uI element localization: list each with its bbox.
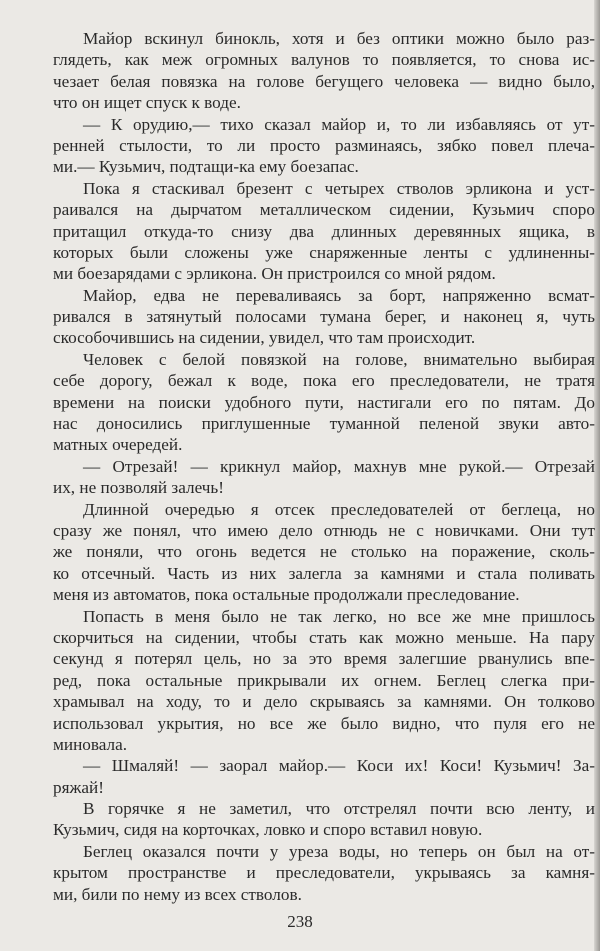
text-line: их, не позволяй залечь! [53,478,224,498]
text-line: скособочившись на сидении, увидел, что там происходит. [53,328,476,348]
text-line: нас доносились приглушенные туманной пеленой звуки авто- [53,414,595,434]
text-line: крытом пространстве и преследователи, укрываясь за камня- [53,863,595,883]
text-line: Пока я стаскивал брезент с четырех стволов эрликона и уст- [83,178,595,198]
paragraph [53,456,595,499]
paragraph [53,114,595,178]
paragraph [53,349,595,456]
text-line: притащил откуда-то снизу два длинных деревянных ящика, в [53,221,595,241]
text-line: ривался в затянутый полосами тумана берег, и наконец я, чуть [53,307,595,327]
text-line: раивался на дырчатом металлическом сидении, Кузьмич споро [53,200,595,220]
paragraph [53,798,595,841]
paragraph [53,28,595,114]
text-line: чезает белая повязка на голове бегущего человека — видно было, [53,71,595,91]
text-line: — Отрезай! — крикнул майор, махнув мне рукой.— Отрезай [83,456,595,476]
book-page-text [53,28,595,905]
paragraph [53,178,595,285]
text-line: миновала. [53,734,128,754]
text-line: храмывал на ходу, то и дело скрываясь за камнями. Он толково [53,692,595,712]
text-line: Майор вскинул бинокль, хотя и без оптики можно было раз- [83,29,595,48]
text-line: — К орудию,— тихо сказал майор и, то ли избавляясь от ут- [83,114,595,134]
text-line: Попасть в меня было не так легко, но все же мне пришлось [83,606,595,626]
text-line: которых были сложены уже снаряженные ленты с удлиненны- [53,242,595,262]
text-line: секунд я потерял цель, но за это время залегшие рванулись впе- [53,649,595,669]
text-line: Майор, едва не переваливаясь за борт, напряженно всмат- [83,285,595,305]
paragraph [53,841,595,905]
text-line: ренней стылости, то ли просто разминаясь, зябко повел плеча- [53,135,595,155]
text-line: ми.— Кузьмич, подтащи-ка ему боезапас. [53,157,359,177]
text-line: ми боезарядами с эрликона. Он пристроился со мной рядом. [53,264,496,284]
text-line: что он ищет спуск к воде. [53,93,241,113]
paragraph [53,285,595,349]
text-line: Длинной очередью я отсек преследователей от беглеца, но [83,499,595,519]
text-line: В горячке я не заметил, что отстрелял почти всю ленту, и [83,799,595,819]
text-line: скорчиться на сидении, чтобы стать как можно меньше. На пару [53,627,595,647]
text-line: себе дорогу, бежал к воде, пока его преследователи, не тратя [53,371,595,391]
text-line: ред, пока остальные прикрывали их огнем. Беглец слегка при- [53,670,595,690]
text-line: матных очередей. [53,435,183,455]
paragraph [53,499,595,606]
paragraph [53,606,595,756]
text-line: времени на поиски удобного пути, настигали его по пятам. До [53,392,595,412]
page-number: 238 [287,912,313,931]
text-line: Кузьмич, сидя на корточках, ловко и споро вставил новую. [53,820,483,840]
text-line: Человек с белой повязкой на голове, внимательно выбирая [83,349,595,369]
text-line: же поняли, что огонь ведется не столько на поражение, сколь- [53,542,595,562]
text-line: использовал укрытия, но все же было видно, что пуля его не [53,713,595,733]
text-line: ряжай! [53,777,104,797]
paragraph [53,755,595,798]
text-line: Беглец оказался почти у уреза воды, но теперь он был на от- [83,841,595,861]
text-line: меня из автоматов, пока остальные продолжали преследование. [53,585,520,605]
text-line: — Шмаляй! — заорал майор.— Коси их! Коси! Кузьмич! За- [83,756,595,776]
text-line: ми, били по нему из всех стволов. [53,884,302,904]
text-line: глядеть, как меж огромных валунов то появляется, то снова ис- [53,50,595,70]
text-line: сразу же понял, что имею дело отнюдь не с новичками. Они тут [53,520,595,540]
text-line: ко отсечный. Часть из них залегла за камнями и стала поливать [53,563,595,583]
